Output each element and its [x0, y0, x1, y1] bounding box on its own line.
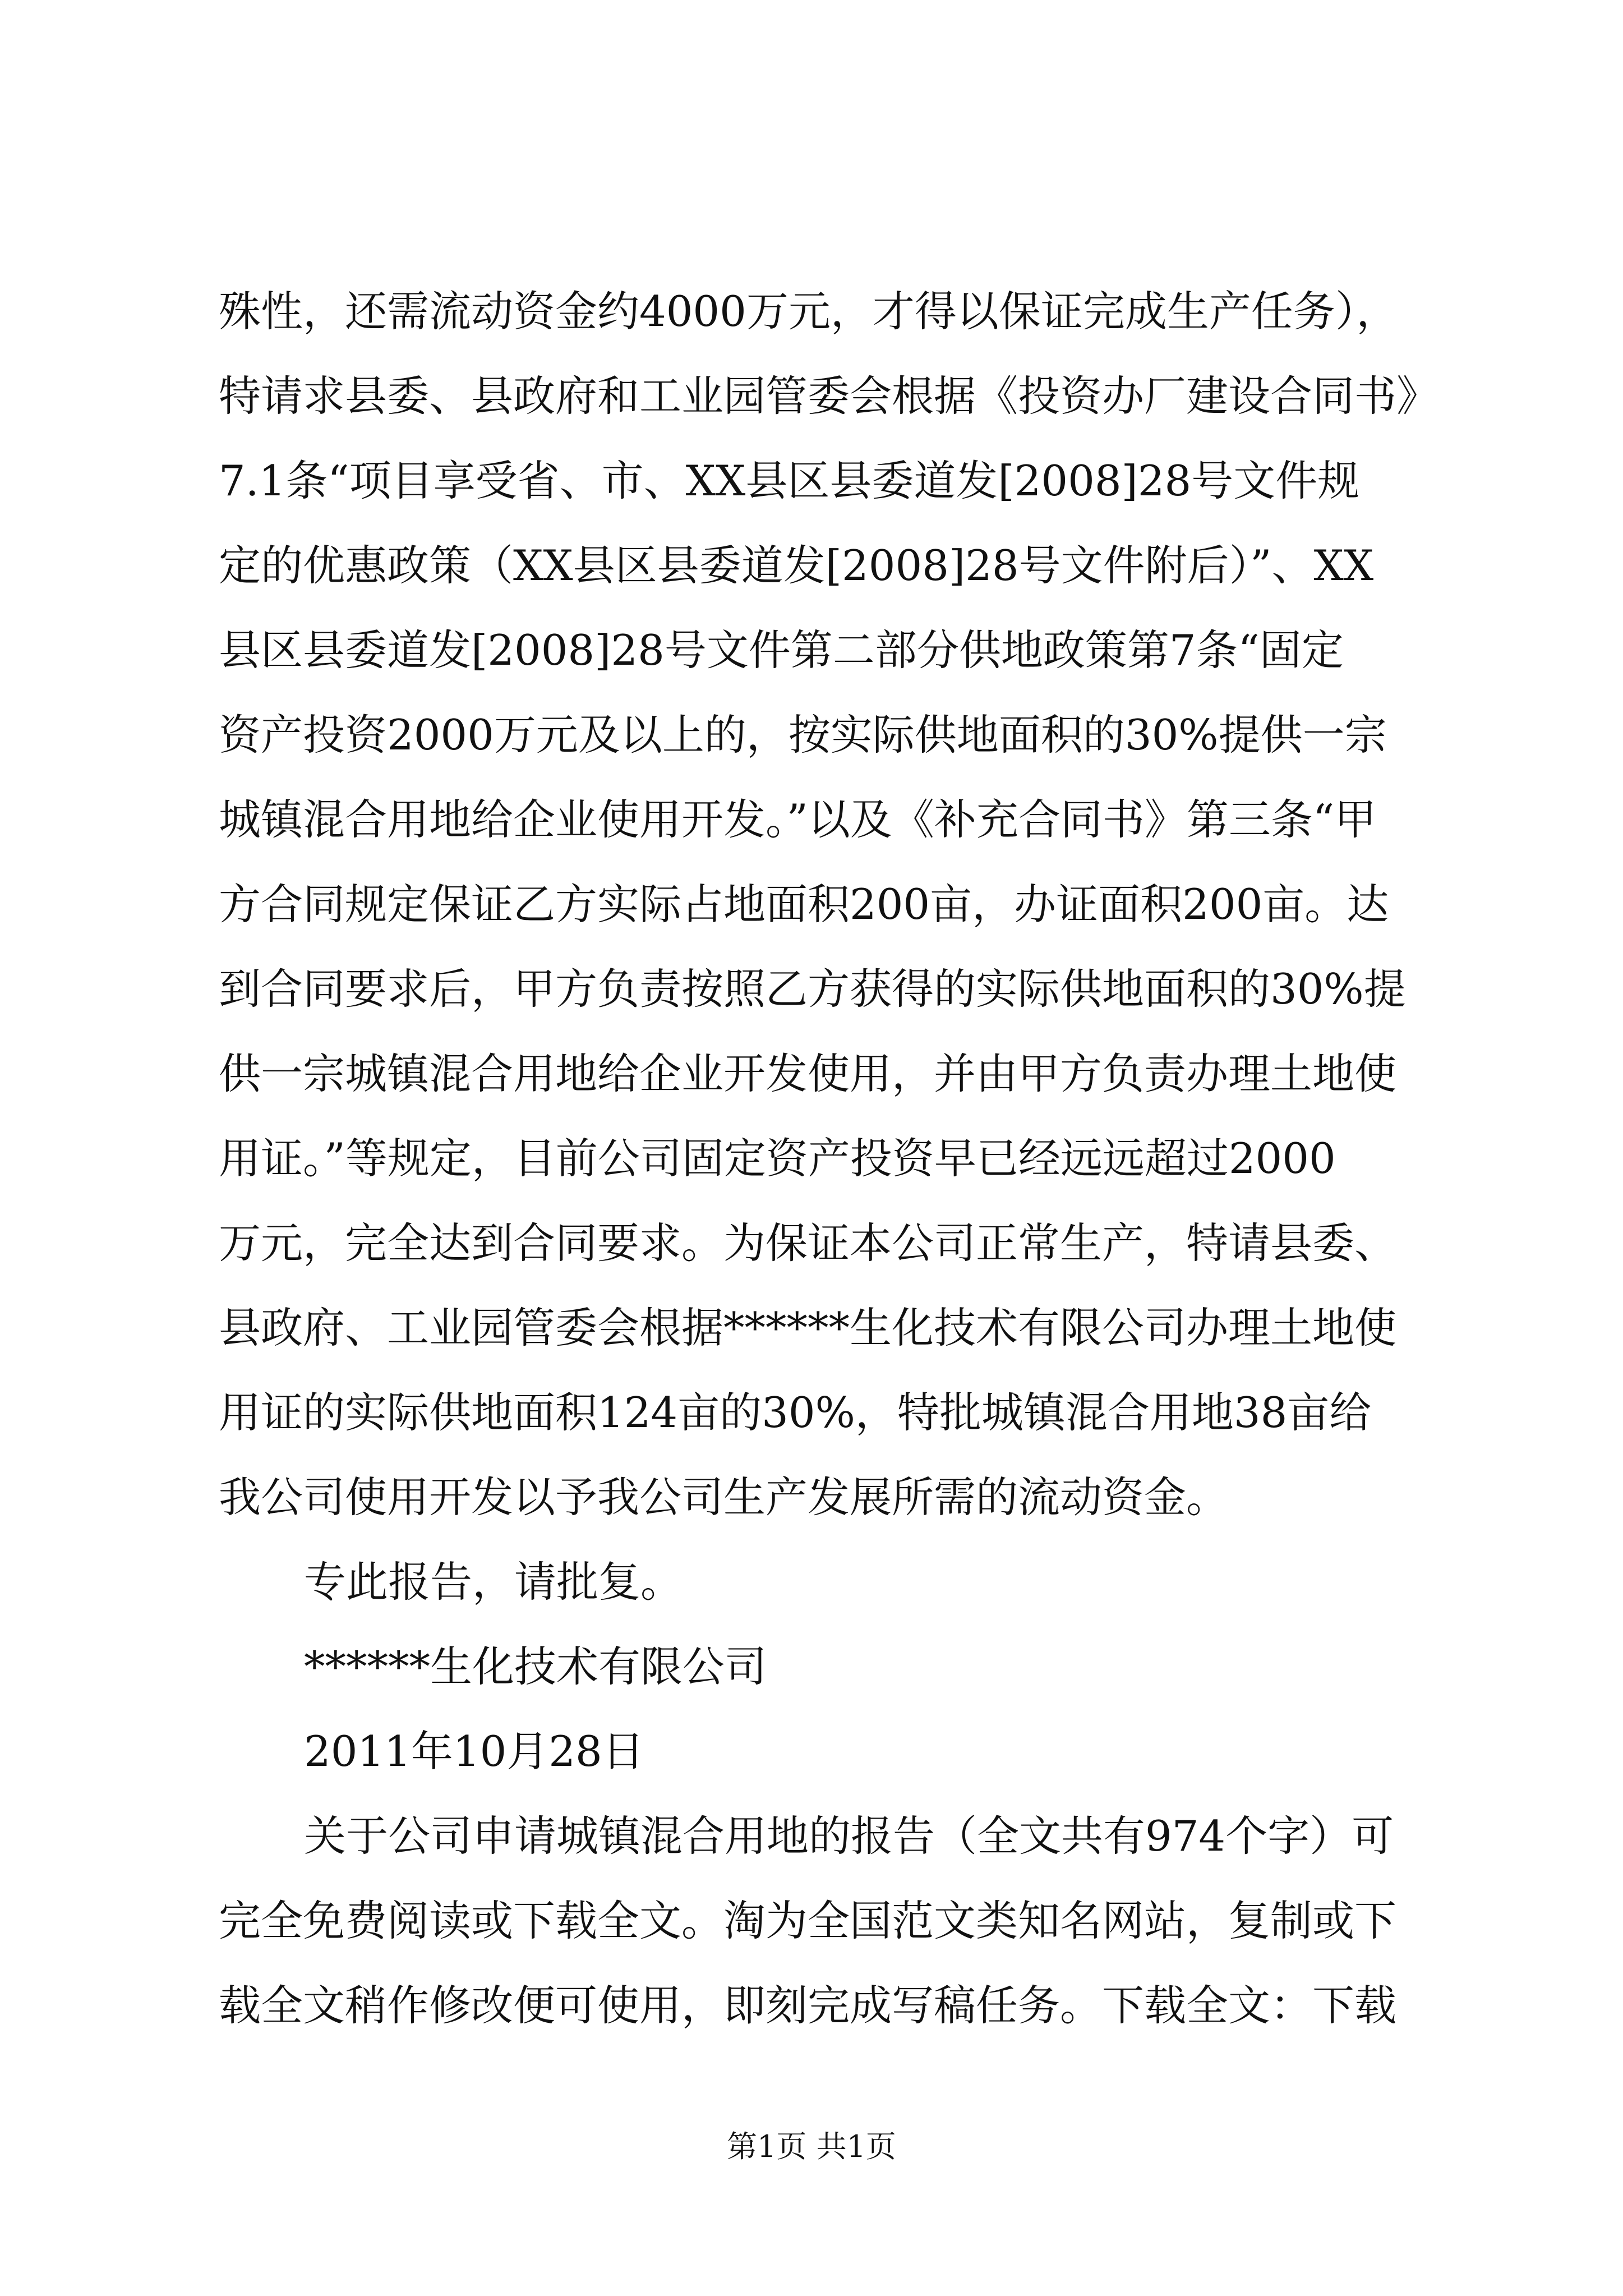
body-line: 县区县委道发[2008]28号文件第二部分供地政策第7条“固定: [219, 625, 1344, 675]
page-footer: 第1页 共1页: [727, 2129, 896, 2164]
notice-line: 完全免费阅读或下载全文。淘为全国范文类知名网站，复制或下: [219, 1896, 1397, 1945]
body-line: 特请求县委、县政府和工业园管委会根据《投资办厂建设合同书》: [219, 371, 1439, 421]
document-body: [219, 269, 1439, 2048]
body-line: 方合同规定保证乙方实际占地面积200亩，办证面积200亩。达: [219, 880, 1389, 929]
body-line: 供一宗城镇混合用地给企业开发使用，并由甲方负责办理土地使: [219, 1049, 1397, 1098]
notice-line: 关于公司申请城镇混合用地的报告（全文共有974个字）可: [304, 1811, 1394, 1861]
notice-line: 载全文稍作修改便可使用，即刻完成写稿任务。下载全文：下载: [219, 1981, 1397, 2030]
body-line: 7.1条“项目享受省、市、XX县区县委道发[2008]28号文件规: [219, 456, 1360, 505]
body-line: 定的优惠政策（XX县区县委道发[2008]28号文件附后）”、XX: [219, 541, 1374, 590]
body-line: 资产投资2000万元及以上的，按实际供地面积的30%提供一宗: [219, 710, 1387, 760]
body-line: 城镇混合用地给企业使用开发。”以及《补充合同书》第三条“甲: [219, 795, 1377, 844]
body-line: 到合同要求后，甲方负责按照乙方获得的实际供地面积的30%提: [219, 964, 1406, 1014]
closing-line: 专此报告，请批复。: [304, 1557, 683, 1607]
body-line: 县政府、工业园管委会根据******生化技术有限公司办理土地使: [219, 1303, 1397, 1352]
body-line: 用证。”等规定，目前公司固定资产投资早已经远远超过2000: [219, 1134, 1336, 1183]
body-line: 万元，完全达到合同要求。为保证本公司正常生产，特请县委、: [219, 1218, 1397, 1268]
signature-line: ******生化技术有限公司: [304, 1642, 767, 1691]
body-line: 殊性，还需流动资金约4000万元，才得以保证完成生产任务），: [219, 287, 1399, 336]
body-line: 我公司使用开发以予我公司生产发展所需的流动资金。: [219, 1473, 1229, 1522]
date-line: 2011年10月28日: [304, 1727, 644, 1776]
body-line: 用证的实际供地面积124亩的30%，特批城镇混合用地38亩给: [219, 1388, 1372, 1437]
